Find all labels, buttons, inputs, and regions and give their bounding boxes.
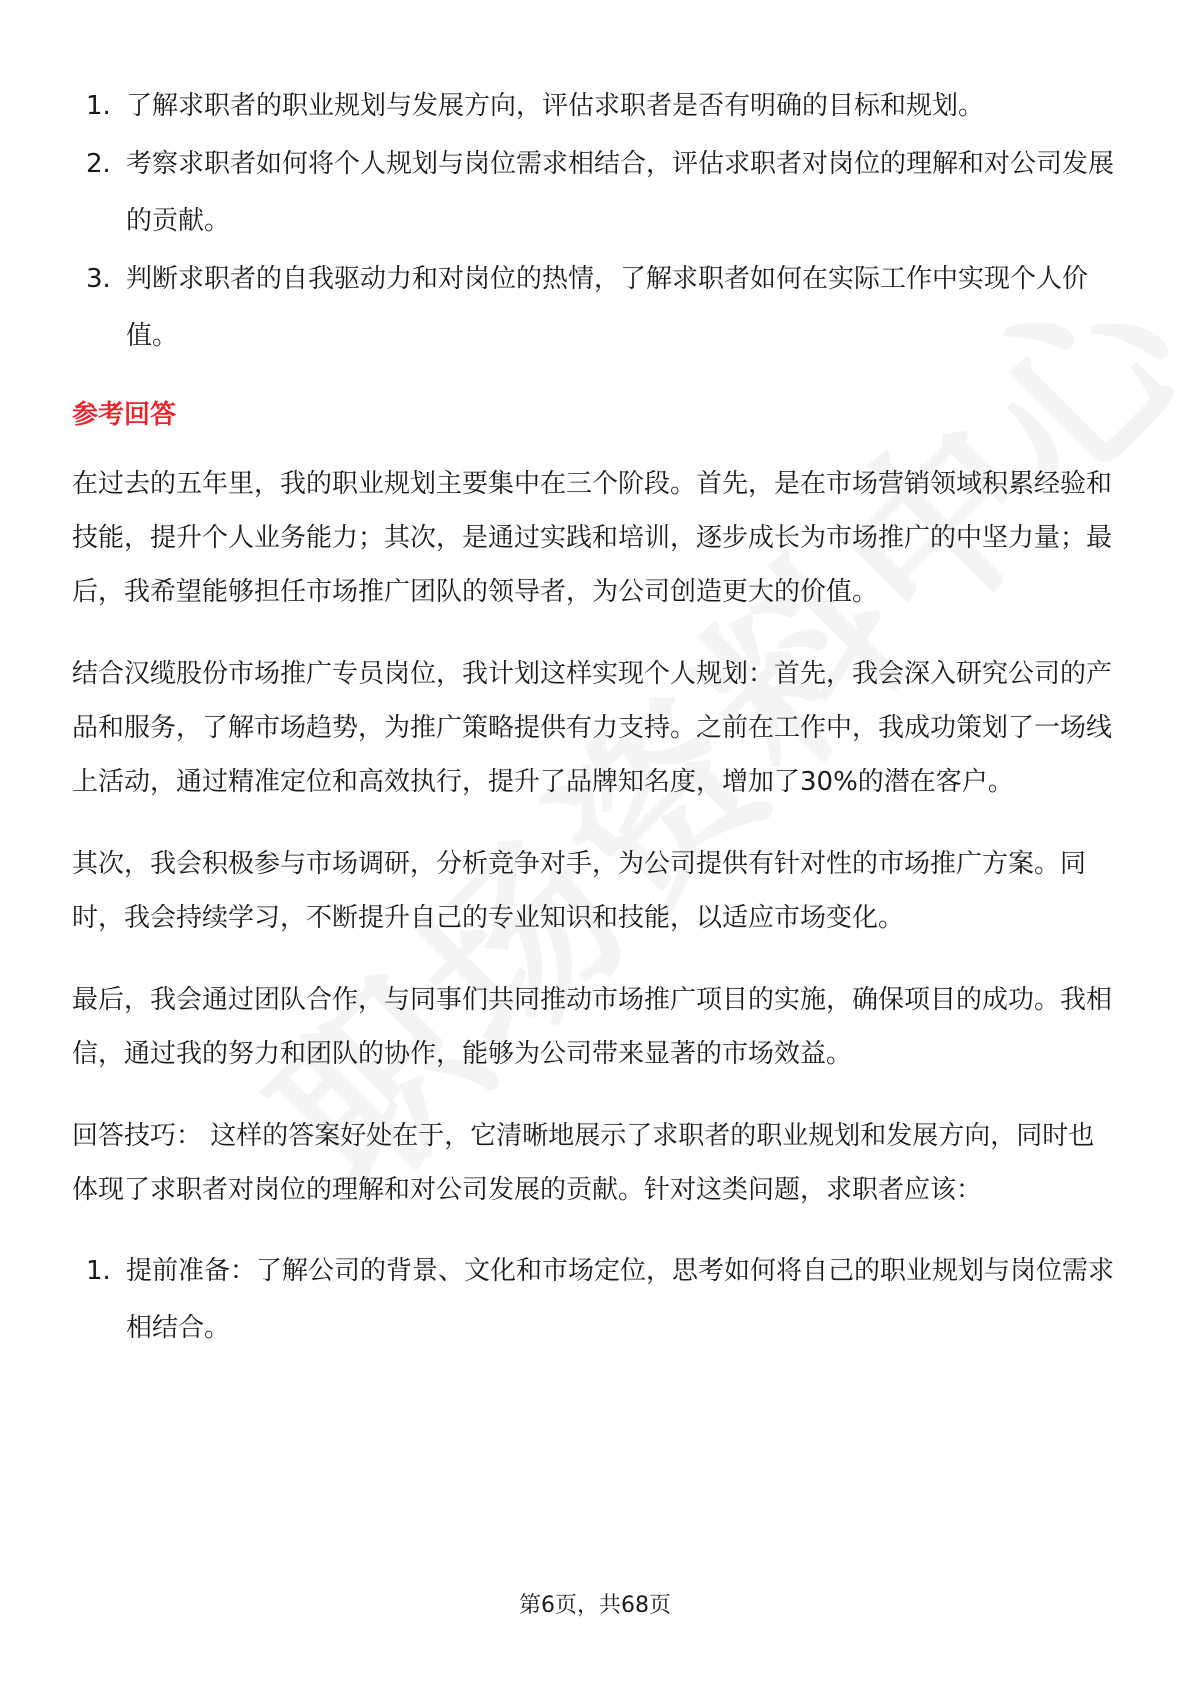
list-item-number: 1. bbox=[86, 1256, 111, 1286]
list-item bbox=[72, 1243, 1118, 1357]
list-item-text: 判断求职者的自我驱动力和对岗位的热情，了解求职者如何在实际工作中实现个人价值。 bbox=[126, 264, 1089, 351]
list-item bbox=[72, 251, 1118, 365]
evaluation-points-list bbox=[72, 78, 1118, 365]
answer-paragraph: 其次，我会积极参与市场调研，分析竞争对手，为公司提供有针对性的市场推广方案。同时，我会持续学习，不断提升自己的专业知识和技能，以适应市场变化。 bbox=[72, 849, 1087, 933]
answer-tips-paragraph: 回答技巧： 这样的答案好处在于，它清晰地展示了求职者的职业规划和发展方向，同时也体现了求职者对岗位的理解和对公司发展的贡献。针对这类问题，求职者应该： bbox=[72, 1121, 1095, 1205]
tips-list bbox=[72, 1243, 1118, 1357]
list-item-number: 3. bbox=[86, 264, 111, 294]
answer-paragraph: 最后，我会通过团队合作，与同事们共同推动市场推广项目的实施，确保项目的成功。我相信，通过我的努力和团队的协作，能够为公司带来显著的市场效益。 bbox=[72, 985, 1113, 1069]
list-item-number: 1. bbox=[86, 91, 111, 121]
document-body bbox=[72, 78, 1118, 1357]
answer-paragraph: 在过去的五年里，我的职业规划主要集中在三个阶段。首先，是在市场营销领域积累经验和技能，提升个人业务能力；其次，是通过实践和培训，逐步成长为市场推广的中坚力量；最后，我希望能够担任市场推广团队的领导者，为公司创造更大的价值。 bbox=[72, 469, 1113, 607]
list-item-text: 考察求职者如何将个人规划与岗位需求相结合，评估求职者对岗位的理解和对公司发展的贡献。 bbox=[126, 149, 1115, 236]
list-item bbox=[72, 136, 1118, 250]
section-title-reference-answer: 参考回答 bbox=[72, 400, 177, 430]
list-item-number: 2. bbox=[86, 149, 111, 179]
list-item bbox=[72, 78, 1118, 135]
answer-paragraph: 结合汉缆股份市场推广专员岗位，我计划这样实现个人规划：首先，我会深入研究公司的产品和服务，了解市场趋势，为推广策略提供有力支持。之前在工作中，我成功策划了一场线上活动，通过精准定位和高效执行，提升了品牌知名度，增加了30%的潜在客户。 bbox=[72, 659, 1113, 797]
list-item-text: 了解求职者的职业规划与发展方向，评估求职者是否有明确的目标和规划。 bbox=[126, 91, 985, 121]
list-item-text: 提前准备：了解公司的背景、文化和市场定位，思考如何将自己的职业规划与岗位需求相结合。 bbox=[126, 1256, 1115, 1343]
page-number: 第6页，共68页 bbox=[519, 1593, 671, 1618]
